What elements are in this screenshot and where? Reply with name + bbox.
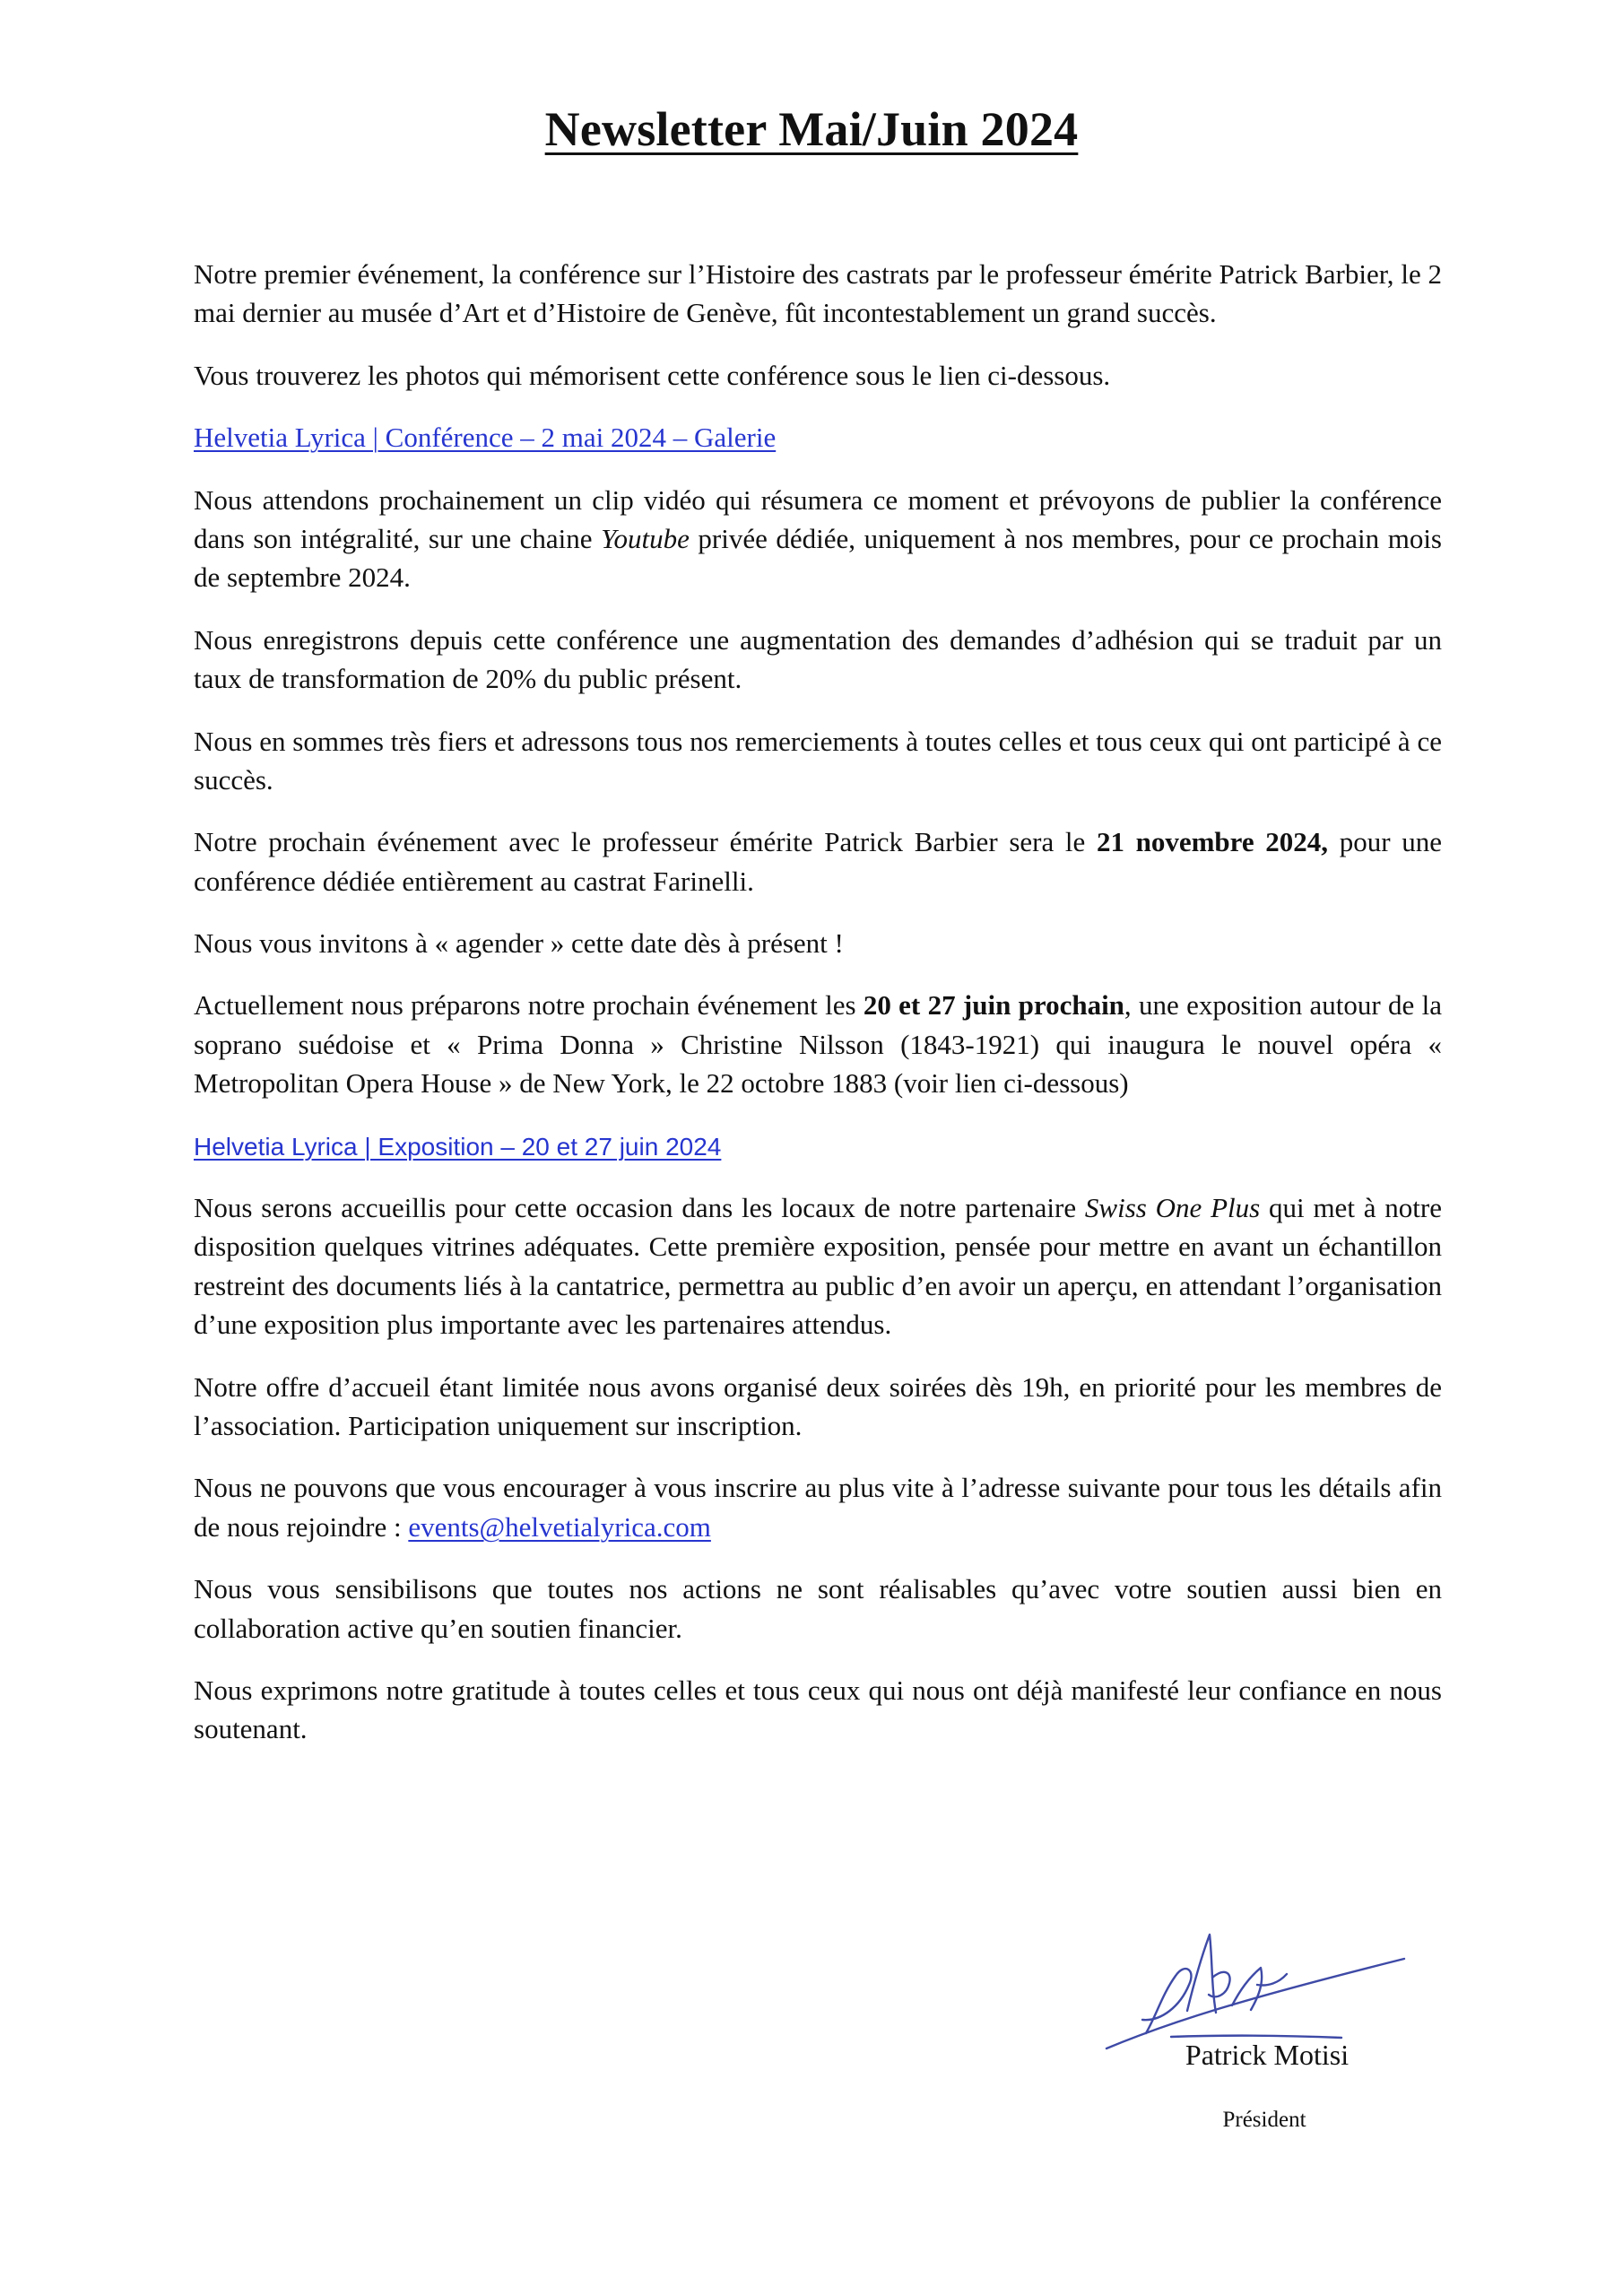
paragraph-video-publication <box>194 481 1442 597</box>
signature-loop-stroke <box>1142 1969 1191 2033</box>
paragraph-thanks: Nous en sommes très fiers et adressons tous nos remerciements à toutes celles et tous ceux qui ont participé à ce succès. <box>194 725 1442 796</box>
paragraph-photo-link-intro: Vous trouverez les photos qui mémorisent cette conférence sous le lien ci-dessous. <box>194 359 1111 391</box>
paragraph-conference-success: Notre premier événement, la conférence sur l’Histoire des castrats par le professeur émérite Patrick Barbier, le 2 mai dernier au musée d’Art et d’Histoire de Genève, fût incontestablement un grand succès. <box>194 258 1442 329</box>
conference-gallery-link[interactable]: Helvetia Lyrica | Conférence – 2 mai 2024 – Galerie <box>194 422 777 454</box>
paragraph-save-date: Nous vous invitons à « agender » cette date dès à présent ! <box>194 927 844 960</box>
signature-final-stroke <box>1232 1968 1287 2010</box>
exhibition-dates: 20 et 27 juin prochain <box>863 989 1124 1022</box>
newsletter-title: Newsletter Mai/Juin 2024 <box>544 102 1079 156</box>
next-conference-text-end: pour une conférence dédiée entièrement au castrat Farinelli. <box>194 826 1442 897</box>
paragraph-next-conference <box>194 822 1442 900</box>
exhibition-text-end: , une exposition autour de la soprano suédoise et « Prima Donna » Christine Nilsson (1843-1921) qui inaugura le nouvel opéra « Metropolitan Opera House » de New York, le 22 octobre 1883 (voir lien ci-dessous) <box>194 989 1443 1100</box>
signer-role: Président <box>1222 2108 1306 2132</box>
paragraph-exhibition-preparation <box>194 986 1442 1102</box>
signer-name: Patrick Motisi <box>1185 2039 1350 2071</box>
paragraph-registration-contact <box>194 1468 1442 1546</box>
events-email-link[interactable]: events@helvetialyrica.com <box>408 1510 711 1543</box>
paragraph-partner-location <box>194 1188 1442 1344</box>
paragraph-video-text-end: privée dédiée, uniquement à nos membres, pour ce prochain mois de septembre 2024. <box>194 522 1442 594</box>
newsletter-body <box>194 255 1442 1772</box>
exhibition-text-start: Actuellement nous préparons notre prochain événement les <box>194 989 864 1022</box>
registration-contact-text: Nous ne pouvons que vous encourager à vous inscrire au plus vite à l’adresse suivante pour tous les détails afin de nous rejoindre : <box>194 1472 1442 1543</box>
paragraph-video-text-start: Nous attendons prochainement un clip vidéo qui résumera ce moment et prévoyons de publier la conférence dans son intégralité, sur une chaine <box>194 483 1442 554</box>
partner-text-end: qui met à notre disposition quelques vitrines adéquates. Cette première exposition, pensée pour mettre en avant un échantillon restreint des documents liés à la cantatrice, permettra au public d’en avoir un aperçu, en attendant l’organisation d’une exposition plus importante avec les partenaires attendus. <box>194 1192 1442 1341</box>
youtube-text: Youtube <box>601 522 690 554</box>
exhibition-link-row <box>194 1126 1442 1165</box>
paragraph-registration-priority: Notre offre d’accueil étant limitée nous avons organisé deux soirées dès 19h, en priorité pour les membres de l’association. Participation uniquement sur inscription. <box>194 1370 1442 1441</box>
partner-text-start: Nous serons accueillis pour cette occasion dans les locaux de notre partenaire <box>194 1192 1085 1224</box>
next-conference-text-start: Notre prochain événement avec le professeur émérite Patrick Barbier sera le <box>194 826 1097 858</box>
partner-name: Swiss One Plus <box>1084 1192 1261 1224</box>
exhibition-link[interactable]: Helvetia Lyrica | Exposition – 20 et 27 juin 2024 <box>194 1132 722 1161</box>
paragraph-gratitude: Nous exprimons notre gratitude à toutes celles et tous ceux qui nous ont déjà manifesté leur confiance en nous soutenant. <box>194 1674 1442 1745</box>
paragraph-membership-growth: Nous enregistrons depuis cette conférence une augmentation des demandes d’adhésion qui se traduit par un taux de transformation de 20% du public présent. <box>194 623 1442 695</box>
paragraph-support: Nous vous sensibilisons que toutes nos actions ne sont réalisables qu’avec votre soutien aussi bien en collaboration active qu’en soutien financier. <box>194 1573 1442 1644</box>
conference-gallery-link-row <box>194 418 1442 457</box>
next-conference-date: 21 novembre 2024, <box>1096 826 1329 858</box>
